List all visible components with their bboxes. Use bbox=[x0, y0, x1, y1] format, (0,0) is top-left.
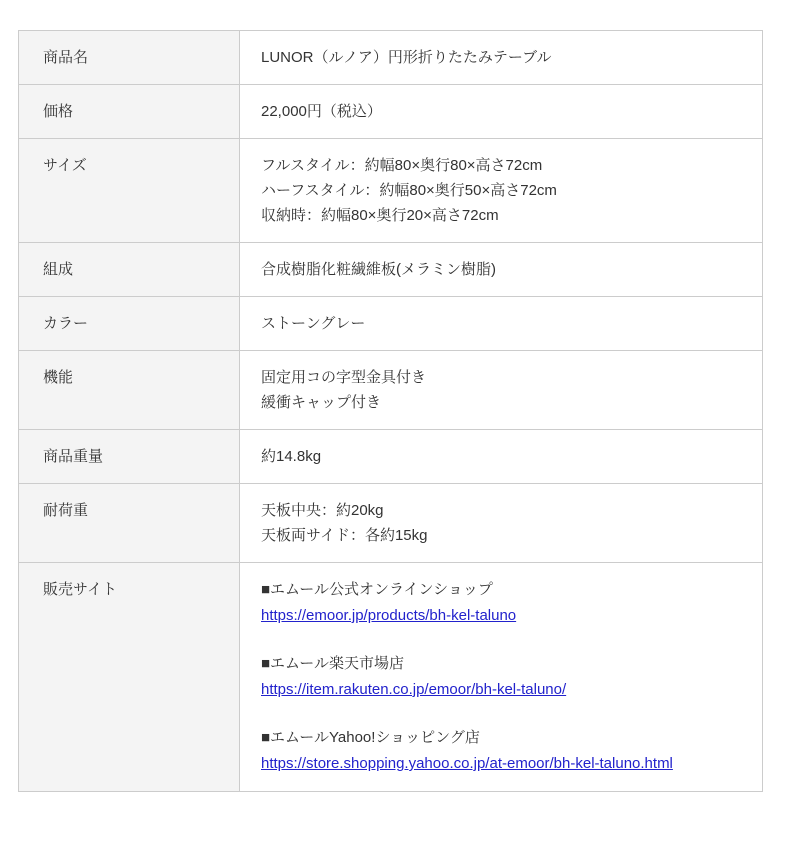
row-header-sales-sites: 販売サイト bbox=[19, 563, 240, 792]
table-row-features bbox=[19, 351, 763, 430]
table-row-price bbox=[19, 85, 763, 139]
table-row-weight bbox=[19, 430, 763, 484]
value-line: 天板両サイド：各約15kg bbox=[261, 527, 428, 544]
row-header-load-capacity: 耐荷重 bbox=[19, 484, 240, 563]
value-line: LUNOR（ルノア）円形折りたたみテーブル bbox=[261, 49, 552, 66]
table-row-sales-sites bbox=[19, 563, 763, 792]
row-header-color: カラー bbox=[19, 297, 240, 351]
row-value-price bbox=[240, 85, 763, 139]
table-row-load-capacity bbox=[19, 484, 763, 563]
shop-link-emoor-official[interactable]: https://emoor.jp/products/bh-kel-taluno bbox=[261, 607, 517, 624]
shop-link-rakuten[interactable]: https://item.rakuten.co.jp/emoor/bh-kel-taluno/ bbox=[261, 681, 567, 698]
value-line: 固定用コの字型金具付き bbox=[261, 369, 427, 386]
row-value-load-capacity bbox=[240, 484, 763, 563]
shop-group-yahoo bbox=[261, 725, 742, 777]
shop-name: ■エムール公式オンラインショップ bbox=[261, 581, 493, 598]
value-line: 収納時：約幅80×奥行20×高さ72cm bbox=[261, 207, 499, 224]
row-header-composition: 組成 bbox=[19, 243, 240, 297]
row-value-color bbox=[240, 297, 763, 351]
row-value-product-name bbox=[240, 31, 763, 85]
value-line: 緩衝キャップ付き bbox=[261, 394, 382, 411]
shop-name: ■エムールYahoo!ショッピング店 bbox=[261, 729, 480, 746]
table-row-product-name bbox=[19, 31, 763, 85]
shop-link-yahoo[interactable]: https://store.shopping.yahoo.co.jp/at-emoor/bh-kel-taluno.html bbox=[261, 755, 673, 772]
product-spec-table bbox=[18, 30, 763, 792]
row-value-composition bbox=[240, 243, 763, 297]
shop-name: ■エムール楽天市場店 bbox=[261, 655, 405, 672]
row-value-size bbox=[240, 139, 763, 243]
shop-group-emoor-official bbox=[261, 577, 742, 629]
value-line: ストーングレー bbox=[261, 315, 366, 332]
table-row-size bbox=[19, 139, 763, 243]
row-header-weight: 商品重量 bbox=[19, 430, 240, 484]
row-header-features: 機能 bbox=[19, 351, 240, 430]
table-row-composition bbox=[19, 243, 763, 297]
table-row-color bbox=[19, 297, 763, 351]
row-header-price: 価格 bbox=[19, 85, 240, 139]
shop-group-rakuten bbox=[261, 651, 742, 703]
value-line: 合成樹脂化粧繊維板(メラミン樹脂) bbox=[261, 261, 496, 278]
row-value-weight bbox=[240, 430, 763, 484]
row-value-sales-sites bbox=[240, 563, 763, 792]
value-line: ハーフスタイル：約幅80×奥行50×高さ72cm bbox=[261, 182, 557, 199]
row-header-size: サイズ bbox=[19, 139, 240, 243]
value-line: 22,000円（税込） bbox=[261, 103, 382, 120]
row-value-features bbox=[240, 351, 763, 430]
value-line: 天板中央：約20kg bbox=[261, 502, 384, 519]
row-header-product-name: 商品名 bbox=[19, 31, 240, 85]
value-line: 約14.8kg bbox=[261, 448, 322, 465]
value-line: フルスタイル：約幅80×奥行80×高さ72cm bbox=[261, 157, 543, 174]
